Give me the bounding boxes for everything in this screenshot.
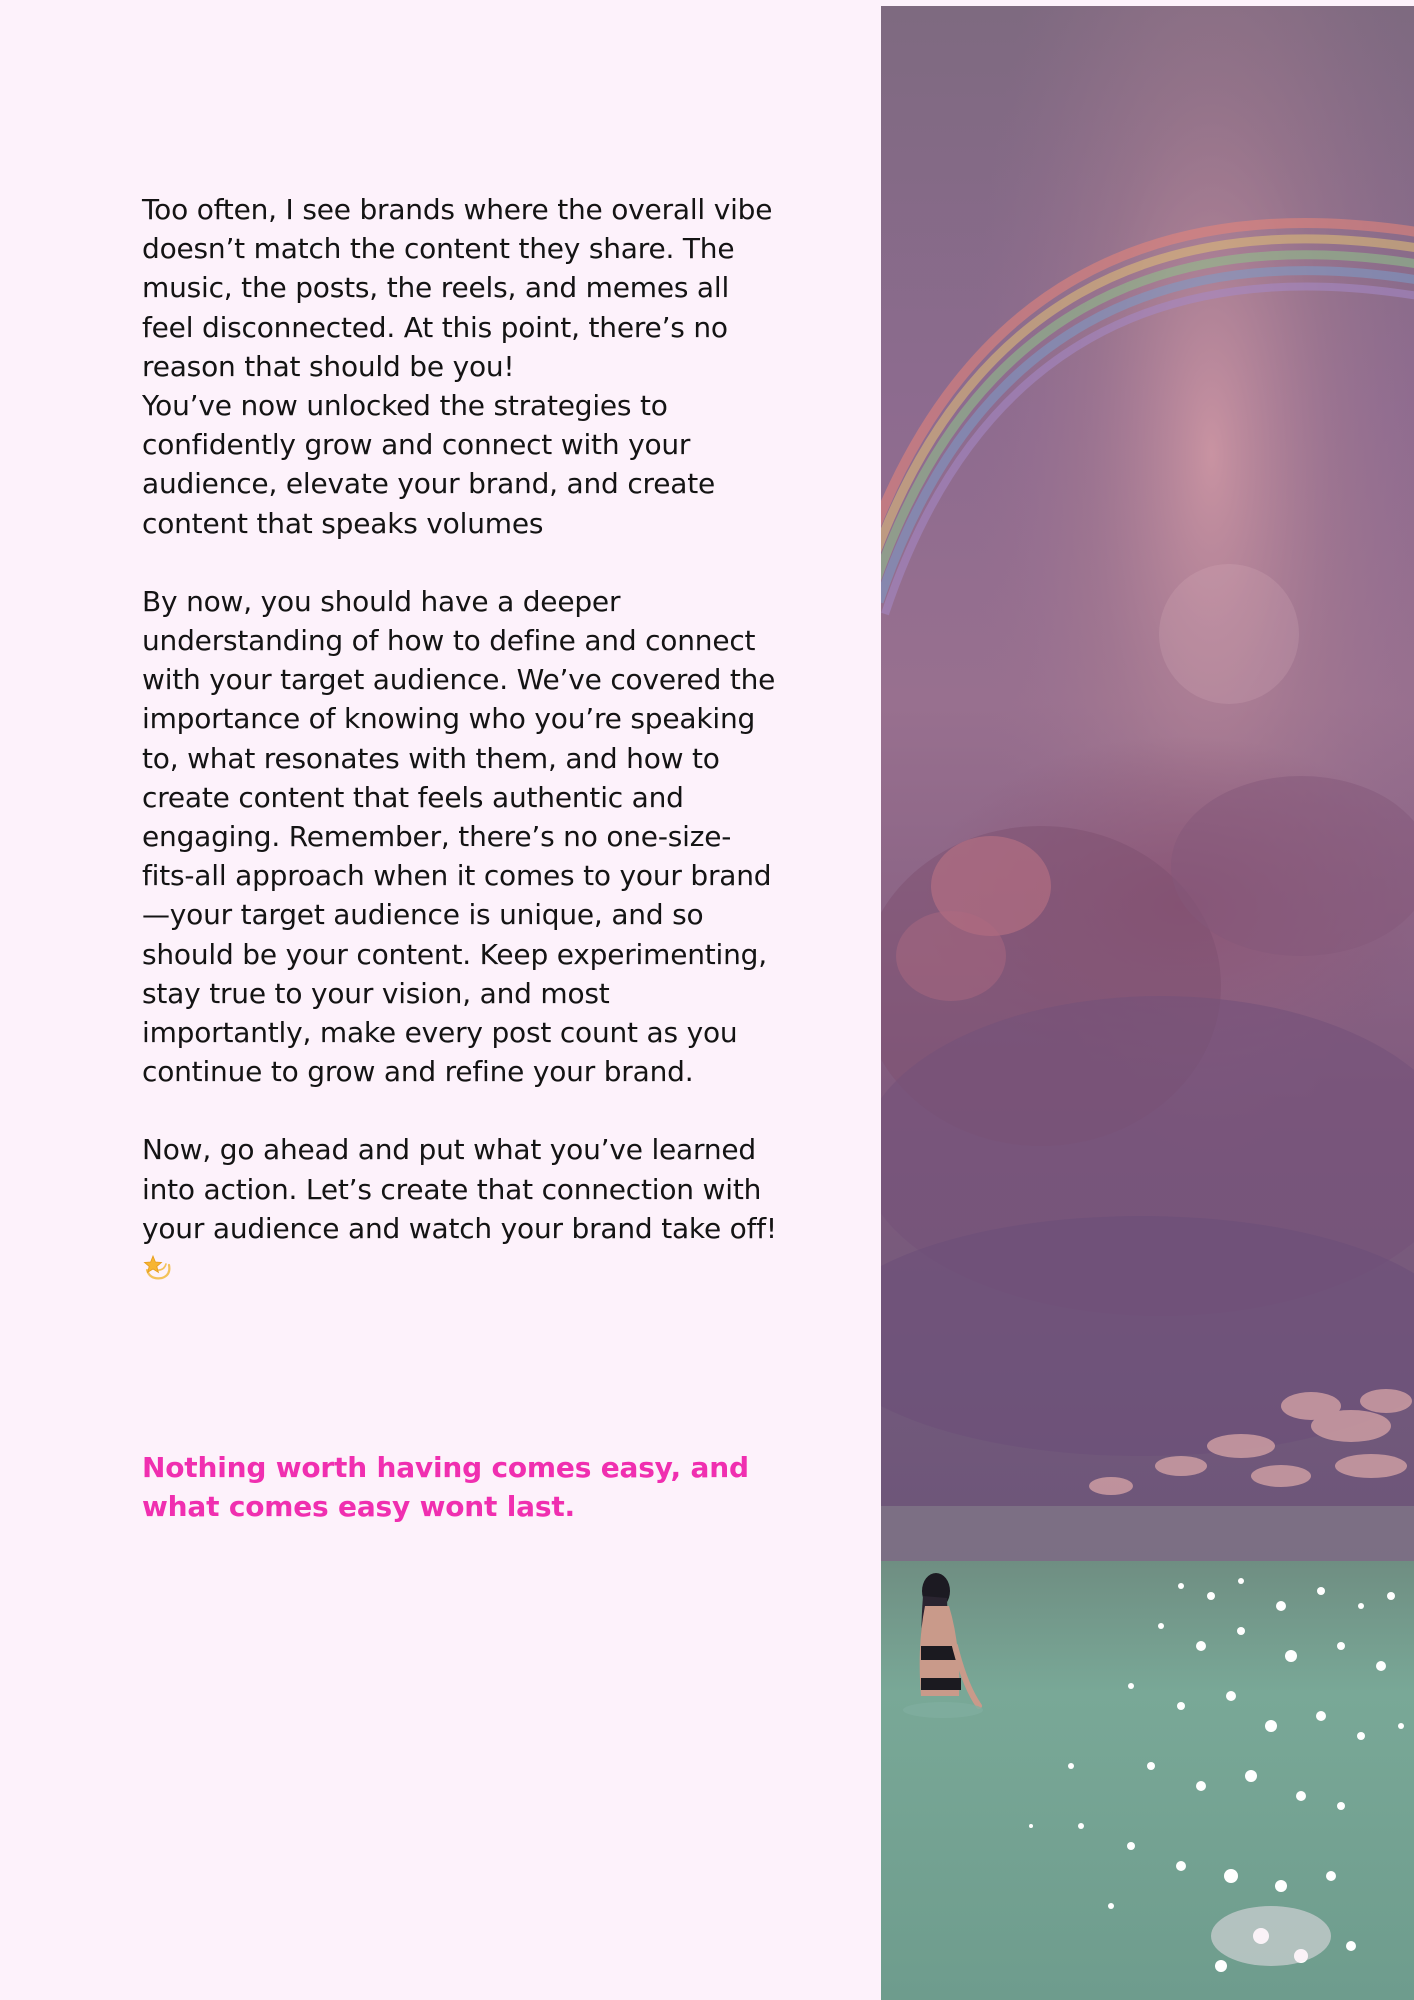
emoji-line xyxy=(142,1248,782,1288)
paragraph-brand-vibe: Too often, I see brands where the overall vibe doesn’t match the content they share. The music, the posts, the reels, and memes all feel disconnected. At this point, there’s no reason that should be you! xyxy=(142,193,773,383)
closing-quote: Nothing worth having comes easy, and what comes easy wont last. xyxy=(142,1451,749,1523)
dizzy-star-icon xyxy=(142,1252,172,1282)
body-text-column xyxy=(142,190,782,1288)
paragraph-gap xyxy=(142,1091,782,1130)
sky-rainbow-moon-sea-photo xyxy=(881,6,1414,2000)
paragraph-gap xyxy=(142,543,782,582)
paragraph-target-audience: By now, you should have a deeper understanding of how to define and connect with your target audience. We’ve covered the importance of knowing who you’re speaking to, what resonates with them, and how to create content that feels authentic and engaging. Remember, there’s no one-size-fits-all approach when it comes to your brand—your target audience is unique, and so should be your content. Keep experimenting, stay true to your vision, and most importantly, make every post count as you continue to grow and refine your brand. xyxy=(142,584,776,1089)
paragraph-strategies-unlocked: You’ve now unlocked the strategies to confidently grow and connect with your audience, elevate your brand, and create content that speaks volumes xyxy=(142,389,716,540)
paragraph-call-to-action: Now, go ahead and put what you’ve learned into action. Let’s create that connection with your audience and watch your brand take off! xyxy=(142,1133,777,1245)
